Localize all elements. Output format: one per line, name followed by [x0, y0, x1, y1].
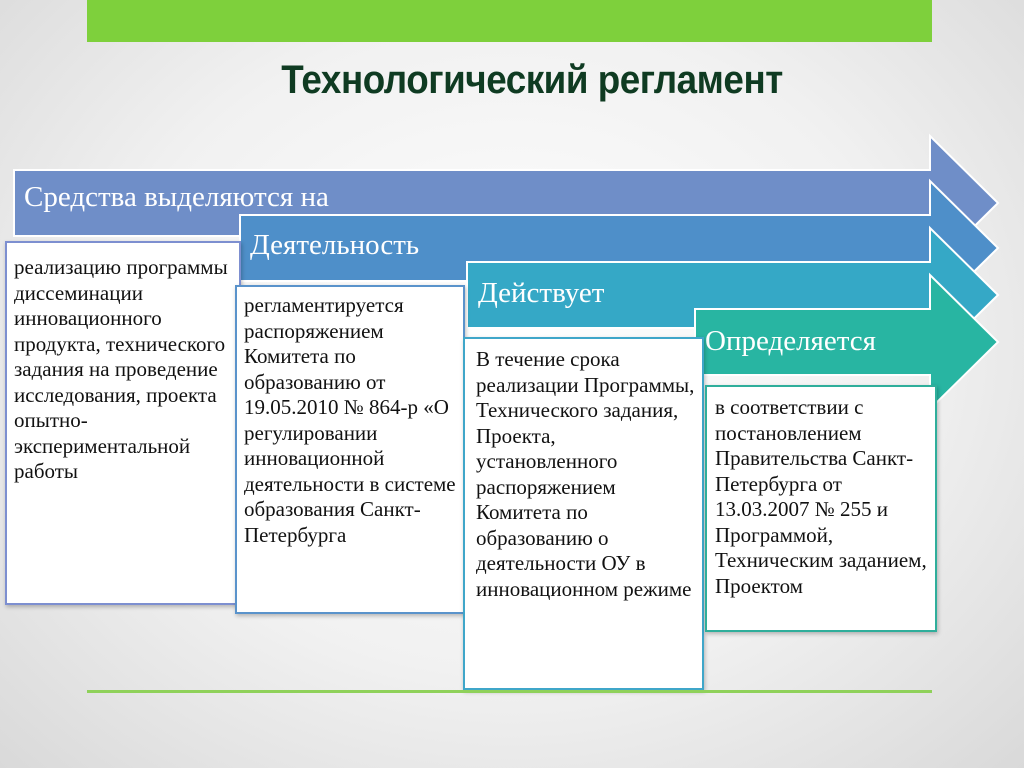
step-2-description [235, 285, 465, 614]
step-3-description [463, 337, 704, 690]
step-4-text: в соответствии с постановлением Правительства Санкт-Петербурга от 13.03.2007 № 255 и Программой, Техническим заданием, Проектом [715, 395, 927, 598]
step-3-text: В течение срока реализации Программы, Технического задания, Проекта, установленного распоряжением Комитета по образованию о деятельности ОУ в инновационном режиме [476, 347, 695, 601]
step-4-label: Определяется [705, 325, 876, 357]
step-1-text: реализацию программы диссеминации инновационного продукта, технического задания на проведение исследования, проекта опытно-экспериментальной работы [14, 255, 228, 483]
page-title: Технологический регламент [281, 58, 783, 102]
step-1-label: Средства выделяются на [24, 181, 329, 213]
step-4-description [705, 385, 937, 632]
step-3-label: Действует [478, 277, 605, 309]
bottom-divider [87, 690, 932, 693]
step-1-description [5, 241, 241, 605]
step-2-label: Деятельность [250, 229, 420, 261]
step-2-text: регламентируется распоряжением Комитета по образованию от 19.05.2010 № 864-р «О регулировании инновационной деятельности в системе образования Санкт-Петербурга [244, 293, 456, 547]
